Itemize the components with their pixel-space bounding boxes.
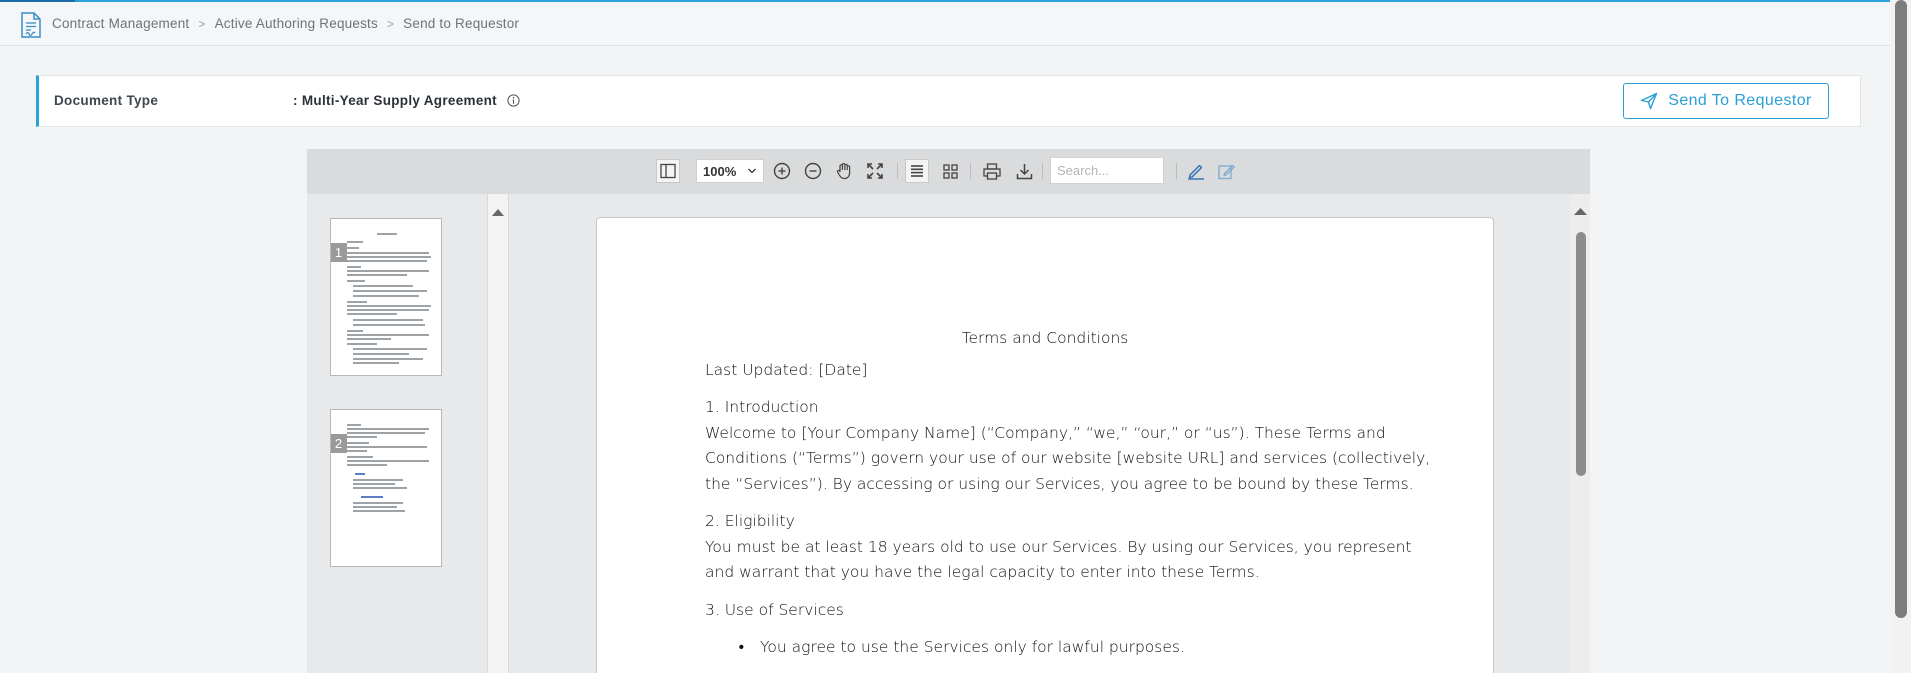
toolbar-divider (1176, 163, 1177, 179)
grid-view-button[interactable] (938, 159, 962, 183)
thumbnail-text-line (353, 510, 405, 512)
bullet-item (705, 635, 1405, 661)
page-content (705, 326, 1431, 661)
toolbar-divider (897, 163, 898, 179)
breadcrumb-separator: > (386, 16, 395, 31)
bullet-text: You agree to use the Services only for lawful purposes. (760, 638, 1185, 656)
thumbnail-pane (307, 194, 487, 673)
breadcrumb-active-authoring-requests[interactable]: Active Authoring Requests (214, 16, 378, 31)
send-to-requestor-label: Send To Requestor (1668, 92, 1812, 109)
thumbnail-text-line (353, 290, 427, 292)
thumbnail-text-line (353, 358, 423, 360)
breadcrumb-send-to-requestor: Send to Requestor (403, 16, 520, 31)
thumbnail-text-line (347, 305, 431, 307)
thumbnail-text-line (347, 436, 377, 438)
thumbnail-text-line (347, 301, 367, 303)
scroll-up-arrow-icon[interactable] (1574, 207, 1587, 215)
page-thumbnail-1[interactable] (330, 218, 442, 376)
zoom-in-icon (773, 162, 791, 180)
thumbnail-text-line (347, 274, 407, 276)
thumbnail-text-line (347, 432, 425, 434)
pdf-toolbar (307, 149, 1590, 194)
document-search-input[interactable] (1050, 157, 1164, 184)
thumbnail-page-number: 2 (330, 434, 347, 453)
thumbnail-text-line (347, 450, 367, 452)
page-scrollbar[interactable] (1890, 0, 1911, 673)
thumbnail-text-line (347, 446, 427, 448)
thumbnail-text-line (347, 313, 397, 315)
thumbnail-text-line (347, 280, 365, 282)
thumbnail-text-line (353, 506, 397, 508)
thumbnail-text-line (353, 502, 403, 504)
thumbnail-text-line (353, 285, 413, 287)
page-scrollbar-thumb[interactable] (1895, 0, 1907, 618)
thumbnail-text-line (347, 241, 363, 243)
thumbnail-text-line (347, 247, 359, 249)
breadcrumb (52, 16, 519, 31)
thumbnail-text-line (347, 428, 429, 430)
thumbnail-text-line (347, 338, 391, 340)
zoom-out-button[interactable] (801, 159, 825, 183)
pan-tool-button[interactable] (832, 159, 856, 183)
annotate-pen-icon (1187, 162, 1205, 180)
thumbnail-text-line (347, 334, 429, 336)
document-type-label: Document Type (54, 93, 159, 108)
thumbnail-text-line (353, 295, 419, 297)
zoom-select[interactable] (696, 159, 764, 183)
thumbnail-text-line (353, 319, 423, 321)
section-text-line: Conditions (“Terms”) govern your use of our website [website URL] and services (collectively, (705, 449, 1431, 467)
section-text-line: You must be at least 18 years old to use our Services. By using our Services, you represent (705, 537, 1412, 556)
document-title: Terms and Conditions (961, 329, 1129, 347)
print-button[interactable] (980, 159, 1004, 183)
edit-button[interactable] (1214, 159, 1238, 183)
single-page-view-button[interactable] (905, 159, 929, 183)
section-heading: 1. Introduction (705, 398, 819, 416)
last-updated: Last Updated: [Date] (705, 360, 868, 379)
section-text-line: the “Services”). By accessing or using our Services, you agree to be bound by these Terms. (705, 474, 1414, 493)
thumbnail-text-line (353, 483, 395, 485)
download-icon (1016, 163, 1033, 180)
download-button[interactable] (1012, 159, 1036, 183)
page-thumbnail-2[interactable] (330, 409, 442, 567)
thumbnail-text-line (347, 266, 361, 268)
pan-hand-icon (835, 162, 853, 180)
document-scrollbar-thumb[interactable] (1576, 232, 1586, 476)
scroll-up-arrow-icon[interactable] (492, 208, 504, 216)
zoom-in-button[interactable] (770, 159, 794, 183)
zoom-value: 100% (703, 163, 737, 179)
send-to-requestor-button[interactable] (1623, 83, 1829, 119)
contract-document-icon (20, 12, 42, 38)
document-page (596, 217, 1494, 673)
single-page-icon (910, 164, 924, 178)
info-circle-icon[interactable] (507, 94, 520, 107)
thumbnail-text-line (347, 270, 429, 272)
thumbnail-text-line (353, 487, 407, 489)
print-icon (983, 163, 1001, 180)
thumbnail-text-line (347, 464, 387, 466)
thumbnail-text-line (347, 256, 431, 258)
thumbnail-text-line (353, 348, 427, 350)
edit-icon (1218, 163, 1235, 180)
toolbar-divider (970, 163, 971, 179)
sidebar-toggle-icon (660, 163, 676, 179)
thumbnail-text-line (347, 442, 369, 444)
thumbnail-text-line (377, 233, 397, 235)
thumbnail-text-line (347, 456, 373, 458)
fit-screen-icon (867, 163, 883, 179)
document-type-value-wrap (293, 93, 520, 108)
thumbnail-text-line (353, 324, 425, 326)
thumbnail-text-line (347, 260, 427, 262)
chevron-down-icon (747, 167, 757, 175)
thumbnail-text-line (347, 424, 361, 426)
thumbnail-signature (361, 496, 383, 498)
breadcrumb-bar (0, 2, 1890, 46)
bullet-marker: • (738, 638, 744, 656)
thumbnail-text-line (353, 479, 403, 481)
document-type-card (36, 75, 1861, 127)
section-text-line: Welcome to [Your Company Name] (“Company,” “we,” “our,” or “us”). These Terms and (705, 423, 1386, 442)
breadcrumb-separator: > (198, 16, 206, 31)
section-heading: 2. Eligibility (705, 512, 795, 530)
section-heading: 3. Use of Services (705, 600, 844, 619)
thumbnail-signature (355, 473, 365, 475)
annotate-button[interactable] (1184, 159, 1208, 183)
paper-plane-icon (1640, 92, 1658, 110)
fit-screen-button[interactable] (863, 159, 887, 183)
thumbnail-text-line (353, 362, 399, 364)
grid-view-icon (943, 164, 958, 179)
thumbnail-scrollbar[interactable] (487, 194, 509, 673)
thumbnail-text-line (353, 353, 409, 355)
document-scrollbar[interactable] (1571, 194, 1590, 673)
document-type-value: : Multi-Year Supply Agreement (293, 93, 497, 108)
breadcrumb-contract-management[interactable]: Contract Management (52, 16, 190, 31)
thumbnail-text-line (347, 460, 429, 462)
toolbar-divider (1042, 163, 1043, 179)
sidebar-toggle-button[interactable] (656, 159, 680, 183)
thumbnail-text-line (347, 343, 377, 345)
thumbnail-text-line (347, 252, 429, 254)
zoom-out-icon (804, 162, 822, 180)
thumbnail-text-line (347, 309, 429, 311)
thumbnail-text-line (347, 330, 363, 332)
pdf-viewer (307, 149, 1590, 673)
section-text-line: and warrant that you have the legal capacity to enter into these Terms. (705, 563, 1260, 581)
thumbnail-page-number: 1 (330, 243, 347, 262)
document-pane (509, 194, 1571, 673)
